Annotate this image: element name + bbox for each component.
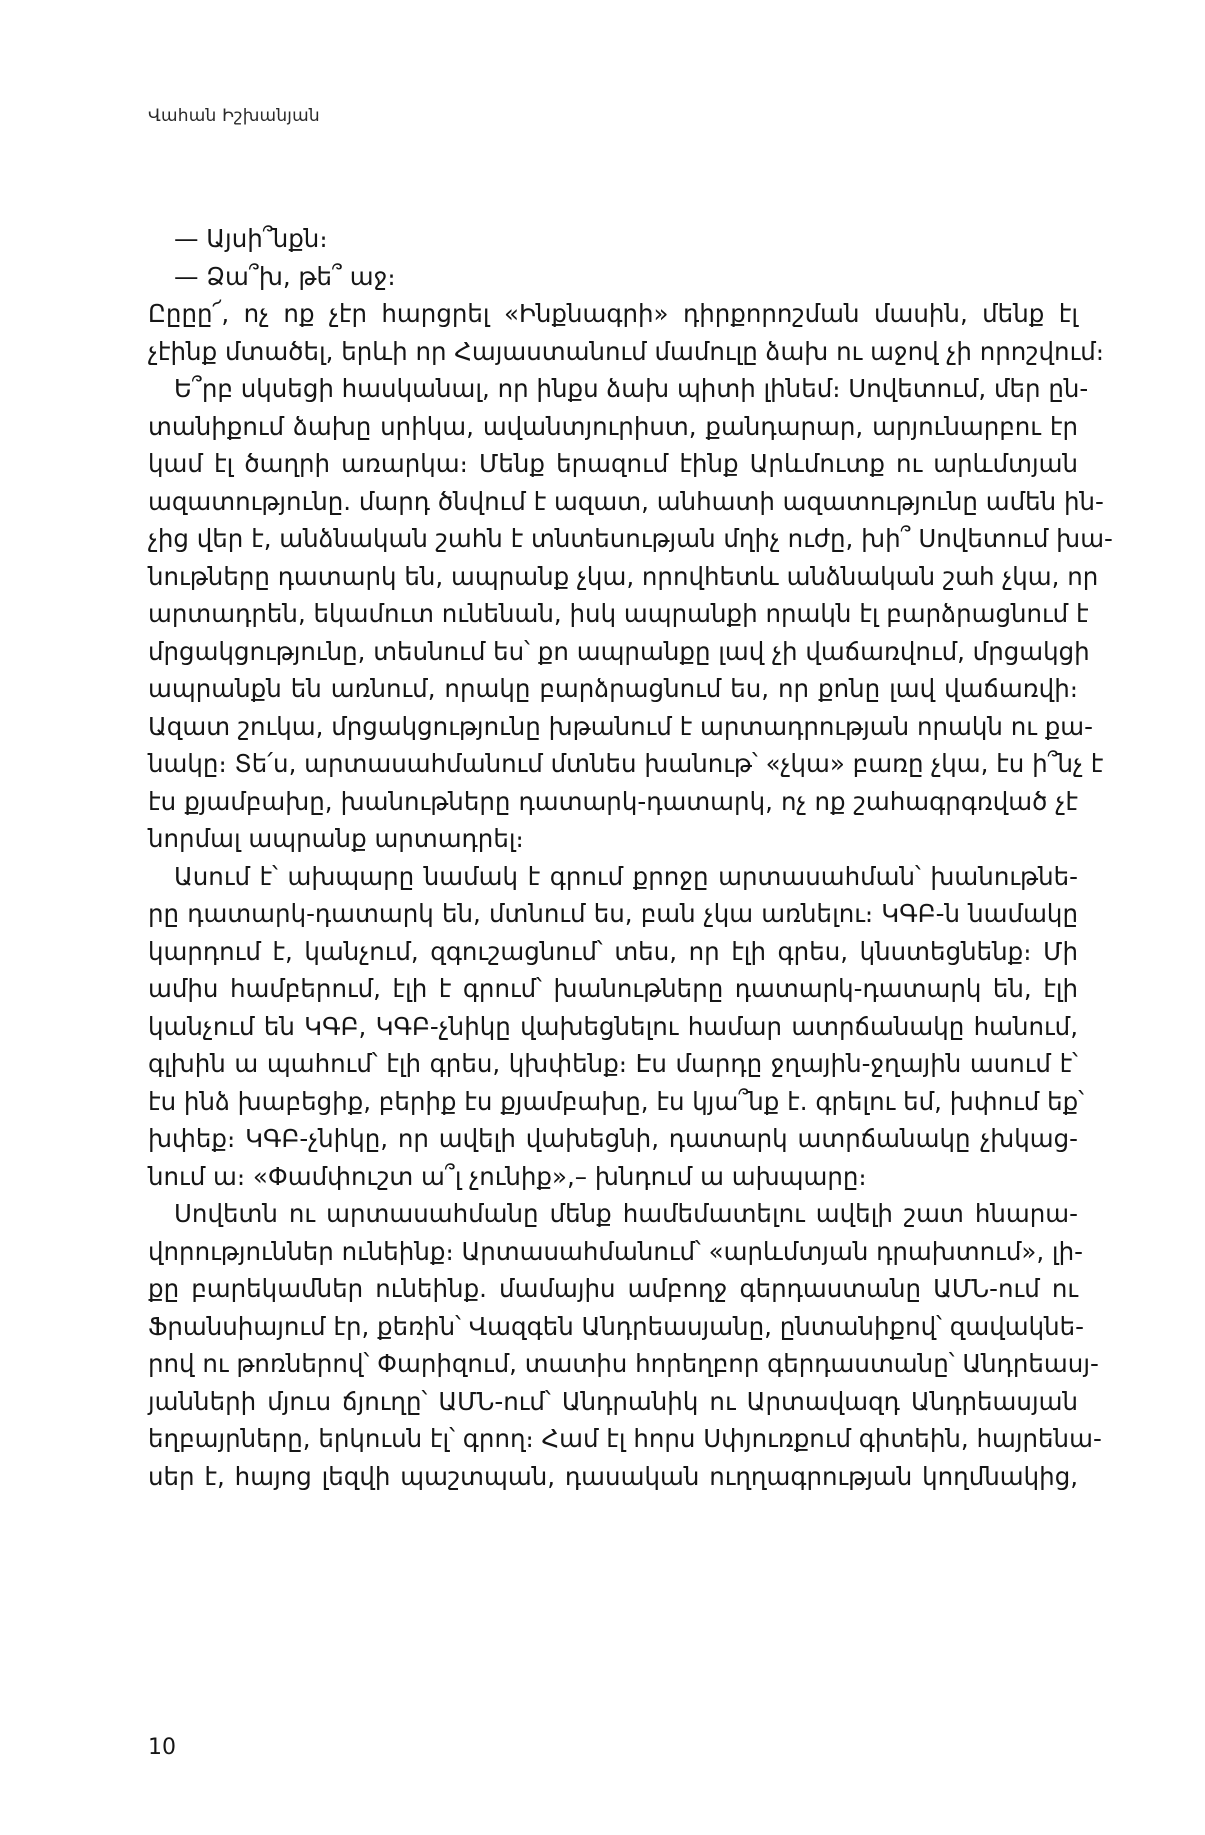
text-line: նութները դատարկ են, ապրանք չկա, որովհետև անձնական շահ չկա, որ [148, 561, 1099, 591]
running-header-author: Վահան Իշխանյան [148, 106, 320, 126]
text-line: արտադրեն, եկամուտ ունենան, իսկ ապրանքի որակն էլ բարձրացնում է [148, 599, 1089, 628]
text-line: Ազատ շուկա, մրցակցությունը խթանում է արտադրության որակն ու քա- [148, 711, 1093, 741]
text-line: կանչում են ԿԳԲ, ԿԳԲ-չնիկը վախեցնելու համար ատրճանակը հանում, [148, 1011, 1078, 1041]
text-line: տանիքում ձախը սրիկա, ավանտյուրիստ, քանդարար, արյունարբու էր [148, 411, 1078, 441]
text-line: չից վեր է, անձնական շահն է տնտեսության մղիչ ուժը, խի՞ Սովետում խա- [148, 524, 1113, 553]
text-line: սեր է, հայոց լեզվի պաշտպան, դասական ուղղագրության կողմնակից, [148, 1461, 1078, 1491]
text-line: կամ էլ ծաղրի առարկա։ Մենք երազում էինք Արևմուտք ու արևմտյան [148, 449, 1078, 478]
text-line: մրցակցությունը, տեսնում ես՝ քո ապրանքը լավ չի վաճառվում, մրցակցի [148, 636, 1090, 666]
text-line: Ե՞րբ սկսեցի հասկանալ, որ ինքս ձախ պիտի լինեմ։ Սովետում, մեր ըն- [174, 374, 1089, 403]
text-line: րը դատարկ-դատարկ են, մտնում ես, բան չկա առնելու։ ԿԳԲ-ն նամակը [148, 899, 1078, 928]
text-line: կարդում է, կանչում, զգուշացնում՝ տես, որ էլի գրես, կնստեցնենք։ Մի [148, 936, 1078, 966]
text-line: Ասում է՝ ախպարը նամակ է գրում քրոջը արտասահման՝ խանութնե- [174, 861, 1078, 891]
text-line: նում ա։ «Փամփուշտ ա՞լ չունիք»,– խնդում ա ախպարը։ [148, 1161, 867, 1191]
text-line: ապրանքն են առնում, որակը բարձրացնում ես, որ քոնը լավ վաճառվի։ [148, 674, 1078, 703]
text-line: չէինք մտածել, երևի որ Հայաստանում մամուլը ձախ ու աջով չի որոշվում։ [148, 336, 1105, 366]
text-line: վորություններ ունեինք։ Արտասահմանում՝ «արևմտյան դրախտում», լի- [148, 1236, 1083, 1266]
text-line: — Այսի՞նքն։ [174, 224, 328, 253]
text-line: Սովետն ու արտասահմանը մենք համեմատելու ավելի շատ հնարա- [174, 1199, 1078, 1228]
page-number: 10 [148, 1735, 176, 1760]
text-line: նորմալ ապրանք արտադրել։ [148, 824, 524, 853]
text-line: ամիս համբերում, էլի է գրում՝ խանութները դատարկ-դատարկ են, էլի [148, 974, 1078, 1003]
text-line: խփեք։ ԿԳԲ-չնիկը, որ ավելի վախեցնի, դատարկ ատրճանակը չխկաց- [148, 1124, 1078, 1153]
text-line: — Ձա՞խ, թե՞ աջ։ [174, 261, 396, 291]
body-text [148, 220, 1113, 1495]
text-line: գլխին ա պահում՝ էլի գրես, կխփենք։ Էս մարդը ջղային-ջղային ասում է՝ [148, 1049, 1078, 1078]
text-line: էս ինձ խաբեցիք, բերիք էս քյամբախը, էս կյա՞նք է. գրելու եմ, խփում եք՝ [148, 1086, 1085, 1116]
text-line: ազատությունը. մարդ ծնվում է ազատ, անհատի ազատությունը ամեն ին- [148, 486, 1104, 516]
text-line: եղբայրները, երկուսն էլ՝ գրող։ Համ էլ հորս Սփյուռքում գիտեին, հայրենա- [148, 1424, 1102, 1453]
text-line: նակը։ Տե՛ս, արտասահմանում մտնես խանութ՝ «չկա» բառը չկա, էս ի՞նչ է [148, 749, 1104, 778]
text-line: յանների մյուս ճյուղը՝ ԱՄՆ-ում՝ Անդրանիկ ու Արտավազդ Անդրեասյան [148, 1386, 1078, 1416]
text-line: Ըըըը՜, ոչ ոք չէր հարցրել «Ինքնագրի» դիրքորոշման մասին, մենք էլ [148, 299, 1078, 328]
text-line: Ֆրանսիայում էր, քեռին՝ Վազգեն Անդրեասյանը, ընտանիքով՝ զավակնե- [148, 1311, 1085, 1341]
text-line: րով ու թոռներով՝ Փարիզում, տատիս հորեղբոր գերդաստանը՝ Անդրեասյ- [148, 1349, 1099, 1378]
text-line: էս քյամբախը, խանութները դատարկ-դատարկ, ոչ ոք շահագրգռված չէ [148, 786, 1078, 816]
text-line: քը բարեկամներ ունեինք. մամայիս ամբողջ գերդաստանը ԱՄՆ-ում ու [148, 1274, 1078, 1303]
